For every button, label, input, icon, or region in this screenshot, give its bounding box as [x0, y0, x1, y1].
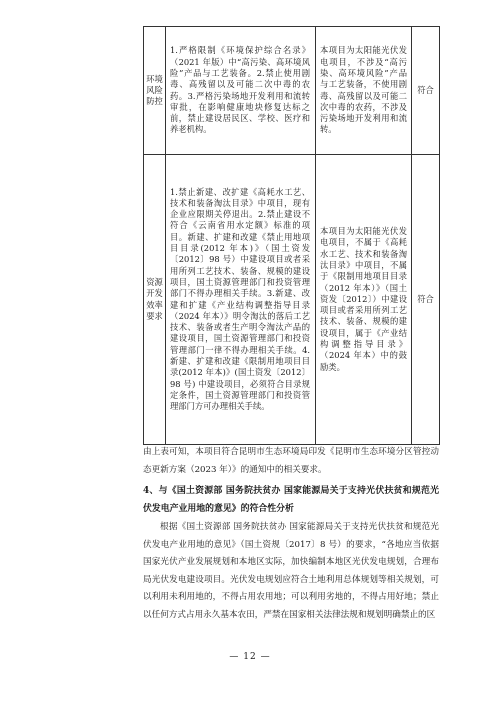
- table-row: [144, 27, 440, 155]
- project-description-cell: 本项目为太阳能光伏发电项目，不涉及“高污染、高环境风险”产品与工艺装备，不使用剧毒、高残留以及可能二次中毒的农药，不涉及污染场地开发利用和流转。: [316, 27, 412, 155]
- page-number: — 12 —: [229, 652, 271, 662]
- category-cell: 资源开发效率要求: [144, 155, 166, 445]
- category-cell: 环境风险防控: [144, 27, 166, 155]
- table-row: [144, 155, 440, 445]
- project-description-cell: 本项目为太阳能光伏发电项目，不属于《高耗水工艺、技术和装备淘汰目录》中项目，不属于《限制用地项目目录（2012 年本）》（国土资发〔2012〕）中建设项目或者采用所列工艺技术、装备、规模的建设项目，属于《产业结构调整指导目录》（2024 年本）中的鼓励类。: [316, 155, 412, 445]
- standard-cell: 1.严格限制《环境保护综合名录》（2021 年版）中“高污染、高环境风险”产品与工艺装备。2.禁止使用剧毒、高残留以及可能二次中毒的农药。3.严格污染场地开发利用和流转审批，在影响健康地块修复达标之前，禁止建设居民区、学校、医疗和养老机构。: [166, 27, 316, 155]
- result-cell: 符合: [412, 155, 440, 445]
- compliance-table: [143, 26, 440, 445]
- summary-paragraph: 由上表可知，本项目符合昆明市生态环境局印发《昆明市生态环境分区管控动态更新方案（2023 年）》的通知中的相关要求。: [143, 447, 439, 475]
- table-outer-border: [143, 26, 144, 444]
- result-cell: 符合: [412, 27, 440, 155]
- body-paragraph: 根据《国土资源部 国务院扶贫办 国家能源局关于支持光伏扶贫和规范光伏发电产业用地的意见》（国土资规〔2017〕8 号）的要求，“各地应当依据国家光伏产业发展规划和本地区实际，加快编制本地区光伏发电规划，合理布局光伏发电建设项目。光伏发电规划应符合土地利用总体规划等相关规划，可以利用未利用地的，不得占用农用地；可以利用劣地的，不得占用好地；禁止以任何方式占用永久基本农田，严禁在国家相关法律法规和规划明确禁止的区: [143, 522, 439, 620]
- standard-cell: 1.禁止新建、改扩建《高耗水工艺、技术和装备淘汰目录》中项目，现有企业应限期关停退出。2.禁止建设不符合《云南省用水定额》标准的项目。新建、扩建和改建《禁止用地项目目录(2012 年本)》（国土资发〔2012〕98 号）中建设项目或者采用所列工艺技术、装备、规模的建设项目，国土资源管理部门和投资管理部门不得办理相关手续。3.新建、改建和扩建《产业结构调整指导目录（2024 年本）》明令淘汰的落后工艺技术、装备或者生产明令淘汰产品的建设项目，国土资源管理部门和投资管理部门一律不得办理相关手续。4.新建、扩建和改建《限制用地项目目录(2012 年本)》(国土资发〔2012〕98 号) 中建设项目，必须符合目录规定条件，国土资源管理部门和投资管理部门方可办理相关手续。: [166, 155, 316, 445]
- section-heading: 4、与《国土资源部 国务院扶贫办 国家能源局关于支持光伏扶贫和规范光伏发电产业用地的意见》的符合性分析: [143, 486, 439, 514]
